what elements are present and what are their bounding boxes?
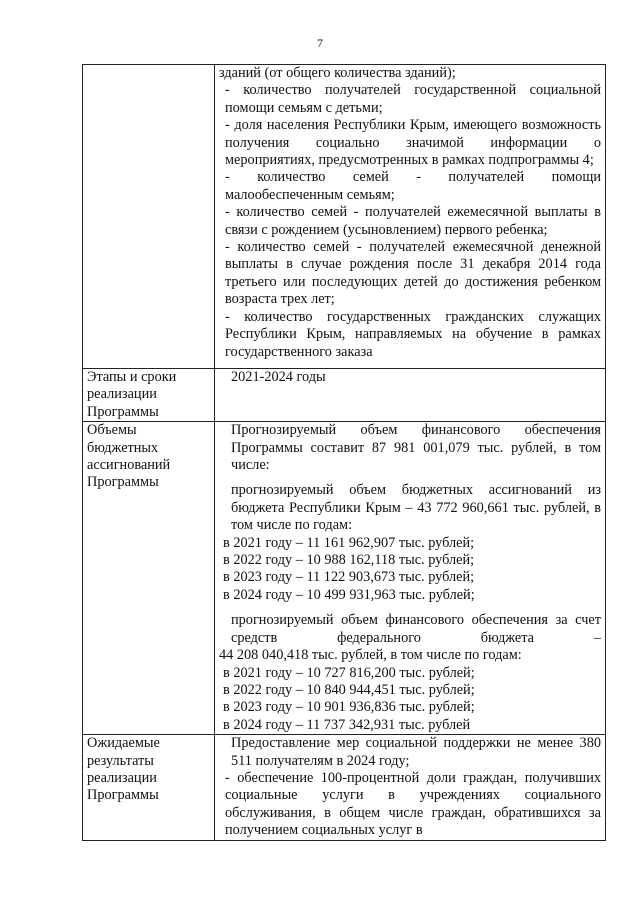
budget-cell [215, 422, 606, 735]
regional-funding-intro: прогнозируемый объем бюджетных ассигнований из бюджета Республики Крым – 43 772 960,661 тыс. рублей, в том числе по годам: [231, 482, 601, 534]
list-item: в 2023 году – 10 901 936,836 тыс. рублей; [223, 699, 475, 716]
list-item: в 2022 году – 10 840 944,451 тыс. рублей; [223, 681, 475, 698]
table-row [83, 369, 606, 422]
list-item: в 2022 году – 10 988 162,118 тыс. рублей; [223, 552, 475, 569]
list-item: - доля населения Республики Крым, имеющего возможность получения социально значимой информации о мероприятиях, предусмотренных в рамках подпрограммы 4; [225, 117, 601, 169]
indicators-cell [215, 65, 606, 369]
list-item: в 2021 году – 11 161 962,907 тыс. рублей; [223, 534, 475, 551]
list-item: - количество семей - получателей ежемесячной выплаты в связи с рождением (усыновлением) первого ребенка; [225, 204, 601, 238]
total-funding: Прогнозируемый объем финансового обеспечения Программы составит 87 981 001,079 тыс. рублей, в том числе: [231, 422, 601, 474]
list-item: зданий (от общего количества зданий); [219, 65, 456, 81]
page-number: 7 [317, 36, 323, 50]
list-item: в 2021 году – 10 727 816,200 тыс. рублей; [223, 664, 475, 681]
program-passport-table [82, 64, 606, 841]
row-label: Объемы бюджетных ассигнований Программы [83, 422, 215, 735]
row-label: Ожидаемые результаты реализации Программы [83, 735, 215, 840]
program-period: 2021-2024 годы [231, 369, 326, 385]
list-item: - количество семей - получателей ежемесячной денежной выплаты в случае рождения после 31 декабря 2014 года третьего или последующих детей до достижения ребенком возраста трех лет; [225, 239, 601, 308]
list-item: в 2023 году – 11 122 903,673 тыс. рублей; [223, 569, 475, 586]
list-item: Предоставление мер социальной поддержки не менее 380 511 получателям в 2024 году; [231, 735, 601, 769]
federal-funding-intro: прогнозируемый объем финансового обеспечения за счет средств федерального бюджета – [231, 612, 601, 646]
table-row [83, 65, 606, 369]
table-row [83, 735, 606, 840]
list-item: - количество государственных гражданских служащих Республики Крым, направляемых на обучение в рамках государственного заказа [225, 308, 601, 360]
federal-funding-amount: 44 208 040,418 тыс. рублей, в том числе по годам: [219, 647, 522, 664]
list-item: - количество получателей государственной социальной помощи семьям с детьми; [225, 82, 601, 116]
row-label: Этапы и сроки реализации Программы [83, 369, 215, 422]
list-item: в 2024 году – 10 499 931,963 тыс. рублей; [223, 586, 475, 603]
row-label [83, 65, 215, 369]
list-item: - количество семей - получателей помощи малообеспеченным семьям; [225, 169, 601, 203]
table-row [83, 422, 606, 735]
results-cell [215, 735, 606, 840]
list-item: - обеспечение 100-процентной доли граждан, получивших социальные услуги в учреждениях социального обслуживания, в общем числе граждан, обратившихся за получением социальных услуг в [225, 769, 601, 839]
list-item: в 2024 году – 11 737 342,931 тыс. рублей [223, 716, 471, 733]
